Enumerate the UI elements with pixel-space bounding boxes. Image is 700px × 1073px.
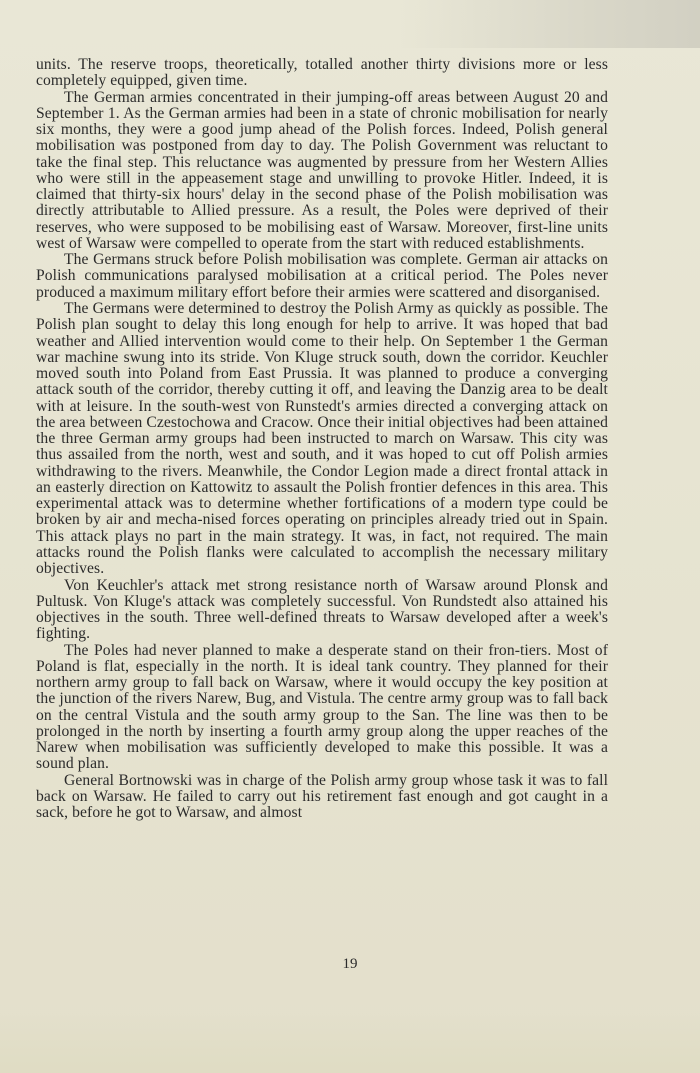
paragraph-7: General Bortnowski was in charge of the Polish army group whose task it was to fall back on Warsaw. He failed to carry out his retirement fast enough and got caught in a sack, before he got to Warsaw, and almost — [36, 771, 608, 822]
paragraph-6: The Poles had never planned to make a desperate stand on their fron-tiers. Most of Poland is flat, especially in the north. It is ideal tank country. They planned for their northern army group to fall back on Warsaw, where it would occupy the key position at the junction of the rivers Narew, Bug, and Vistula. The centre army group was to fall back on the central Vistula and the south army group to the San. The line was then to be prolonged in the north by inserting a fourth army group along the upper reaches of the Narew when mobilisation was sufficiently developed to make this possible. It was a sound plan. — [36, 641, 608, 773]
paragraph-1: units. The reserve troops, theoretically, totalled another thirty divisions more or less completely equipped, given time. — [36, 56, 608, 90]
paragraph-5: Von Keuchler's attack met strong resistance north of Warsaw around Plonsk and Pultusk. Von Kluge's attack was completely successful. Von Rundstedt also attained his objectives in the south. Three well-defined threats to Warsaw developed after a week's fighting. — [36, 576, 608, 643]
paragraph-3: The Germans struck before Polish mobilisation was complete. German air attacks on Polish communications paralysed mobilisation at a critical period. The Poles never produced a maximum military effort before their armies were scattered and disorganised. — [36, 251, 608, 301]
paragraph-4: The Germans were determined to destroy the Polish Army as quickly as possible. The Polish plan sought to delay this long enough for help to arrive. It was hoped that bad weather and Allied intervention would come to their help. On September 1 the German war machine swung into its stride. Von Kluge struck south, down the corridor. Keuchler moved south into Poland from East Prussia. It was planned to produce a converging attack south of the corridor, thereby cutting it off, and leaving the Danzig area to be dealt with at leisure. In the south-west von Runstedt's armies directed a converging attack on the area between Czestochowa and Cracow. Once their initial objectives had been attained the three German army groups had been instructed to march on Warsaw. This city was thus assailed from the north, west and south, and it was hoped to cut off Polish armies withdrawing to the rivers. Meanwhile, the Condor Legion made a direct frontal attack in an easterly direction on Kattowitz to assault the Polish frontier defences in this area. This experimental attack was to determine whether fortifications of a modern type could be broken by air and mecha-nised forces operating on principles already tried out in Spain. This attack plays no part in the main strategy. It was, in fact, not required. The main attacks round the Polish flanks were calculated to accomplish the necessary military objectives. — [36, 299, 608, 578]
paragraph-2: The German armies concentrated in their jumping-off areas between August 20 and September 1. As the German armies had been in a state of chronic mobilisation for nearly six months, they were a good jump ahead of the Polish forces. Indeed, Polish general mobilisation was postponed from day to day. The Polish Government was reluctant to take the final step. This reluctance was augmented by pressure from her Western Allies who were still in the appeasement stage and unwilling to provoke Hitler. Indeed, it is claimed that thirty-six hours' delay in the second phase of the Polish mobilisation was directly attributable to Allied pressure. As a result, the Poles were deprived of their reserves, who were supposed to be mobilising east of Warsaw. Moreover, first-line units west of Warsaw were compelled to operate from the start with reduced establishments. — [36, 88, 608, 252]
bleed-through-shadow — [400, 0, 700, 48]
body-text — [36, 57, 608, 821]
page-number: 19 — [342, 956, 358, 972]
page-bottom-shade — [0, 1013, 700, 1073]
